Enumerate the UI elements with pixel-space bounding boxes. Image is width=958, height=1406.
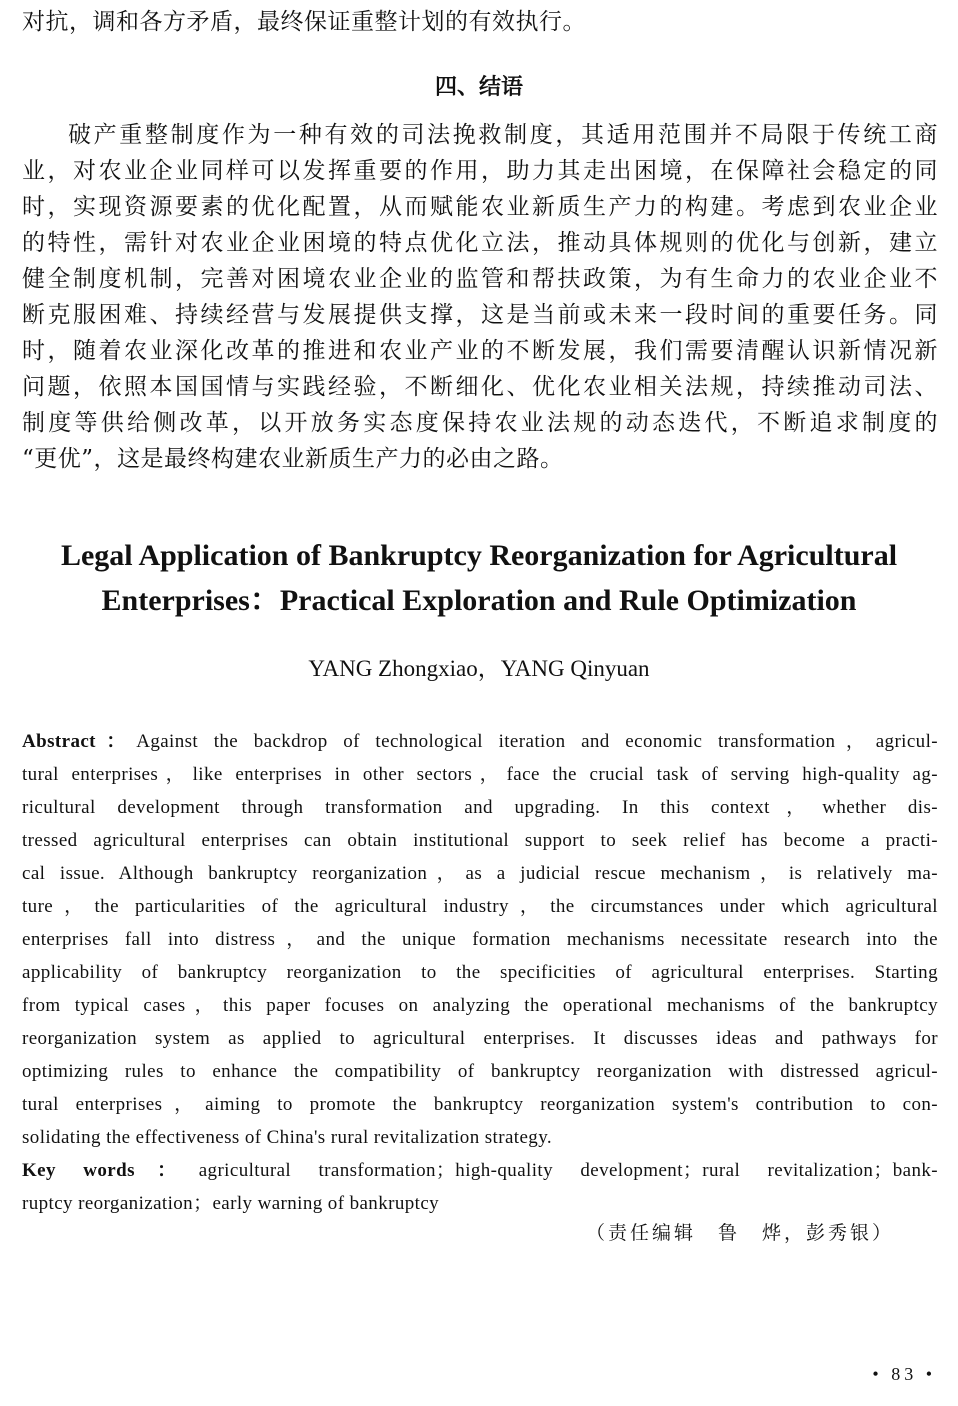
abstract-line: ricultural development through transformation and upgrading. In this context，whether dis-	[22, 797, 938, 818]
abstract-line: solidating the effectiveness of China's rural revitalization strategy.	[22, 1127, 553, 1148]
keywords-label: Key words：	[22, 1160, 199, 1181]
paragraph-line: 时，实现资源要素的优化配置，从而赋能农业新质生产力的构建。考虑到农业企业	[22, 194, 938, 220]
abstract-label: Abstract：	[22, 731, 137, 752]
abstract-line: Abstract：Against the backdrop of technological iteration and economic transformation，agricul-	[22, 731, 938, 752]
abstract-line: optimizing rules to enhance the compatibility of bankruptcy reorganization with distressed agricul-	[22, 1061, 938, 1082]
keywords-line: ruptcy reorganization；early warning of bankruptcy	[22, 1193, 440, 1214]
abstract-line: from typical cases，this paper focuses on analyzing the operational mechanisms of the bankruptcy	[22, 995, 938, 1016]
abstract-line: applicability of bankruptcy reorganization to the specificities of agricultural enterprises. Starting	[22, 962, 938, 983]
paragraph-line: 的特性，需针对农业企业困境的特点优化立法，推动具体规则的优化与创新，建立	[22, 230, 938, 256]
paragraph-line: 断克服困难、持续经营与发展提供支撑，这是当前或未来一段时间的重要任务。同	[22, 302, 938, 328]
paragraph-line: 问题，依照本国国情与实践经验，不断细化、优化农业相关法规，持续推动司法、	[22, 374, 938, 400]
authors: YANG Zhongxiao，YANG Qinyuan	[308, 656, 650, 681]
abstract-line: ture，the particularities of the agricultural industry，the circumstances under which agricultural	[22, 896, 938, 917]
cn-body-first-line: 对抗，调和各方矛盾，最终保证重整计划的有效执行。	[22, 9, 586, 35]
english-title-line: Enterprises：Practical Exploration and Rule Optimization	[101, 584, 857, 617]
paragraph-line: 业，对农业企业同样可以发挥重要的作用，助力其走出困境，在保障社会稳定的同	[22, 158, 938, 184]
paragraph-line: 健全制度机制，完善对困境农业企业的监管和帮扶政策，为有生命力的农业企业不	[22, 266, 938, 292]
paragraph-line: 时，随着农业深化改革的推进和农业产业的不断发展，我们需要清醒认识新情况新	[22, 338, 938, 364]
abstract-line: enterprises fall into distress，and the unique formation mechanisms necessitate research into the	[22, 929, 938, 950]
paragraph-line: “更优”，这是最终构建农业新质生产力的必由之路。	[22, 446, 564, 472]
abstract-line: tural enterprises，aiming to promote the bankruptcy reorganization system's contribution to con-	[22, 1094, 938, 1115]
paragraph-line: 破产重整制度作为一种有效的司法挽救制度，其适用范围并不局限于传统工商	[68, 122, 938, 148]
editor-note: （责任编辑 鲁 烨，彭秀银）	[585, 1222, 894, 1244]
abstract-line: reorganization system as applied to agricultural enterprises. It discusses ideas and pathways for	[22, 1028, 938, 1049]
section-heading: 四、结语	[434, 75, 523, 100]
english-title-line: Legal Application of Bankruptcy Reorganization for Agricultural	[60, 539, 898, 572]
abstract-line: tressed agricultural enterprises can obtain institutional support to seek relief has become a practi-	[22, 830, 938, 851]
paragraph-line: 制度等供给侧改革，以开放务实态度保持农业法规的动态迭代，不断追求制度的	[22, 410, 938, 436]
abstract-line: tural enterprises，like enterprises in other sectors，face the crucial task of serving high-quality ag-	[22, 764, 938, 785]
keywords-line: Key words：agricultural transformation；high-quality development；rural revitalization；bank-	[22, 1160, 938, 1181]
page-number: • 83 •	[872, 1364, 936, 1384]
abstract-line: cal issue. Although bankruptcy reorganization，as a judicial rescue mechanism，is relatively ma-	[22, 863, 938, 884]
